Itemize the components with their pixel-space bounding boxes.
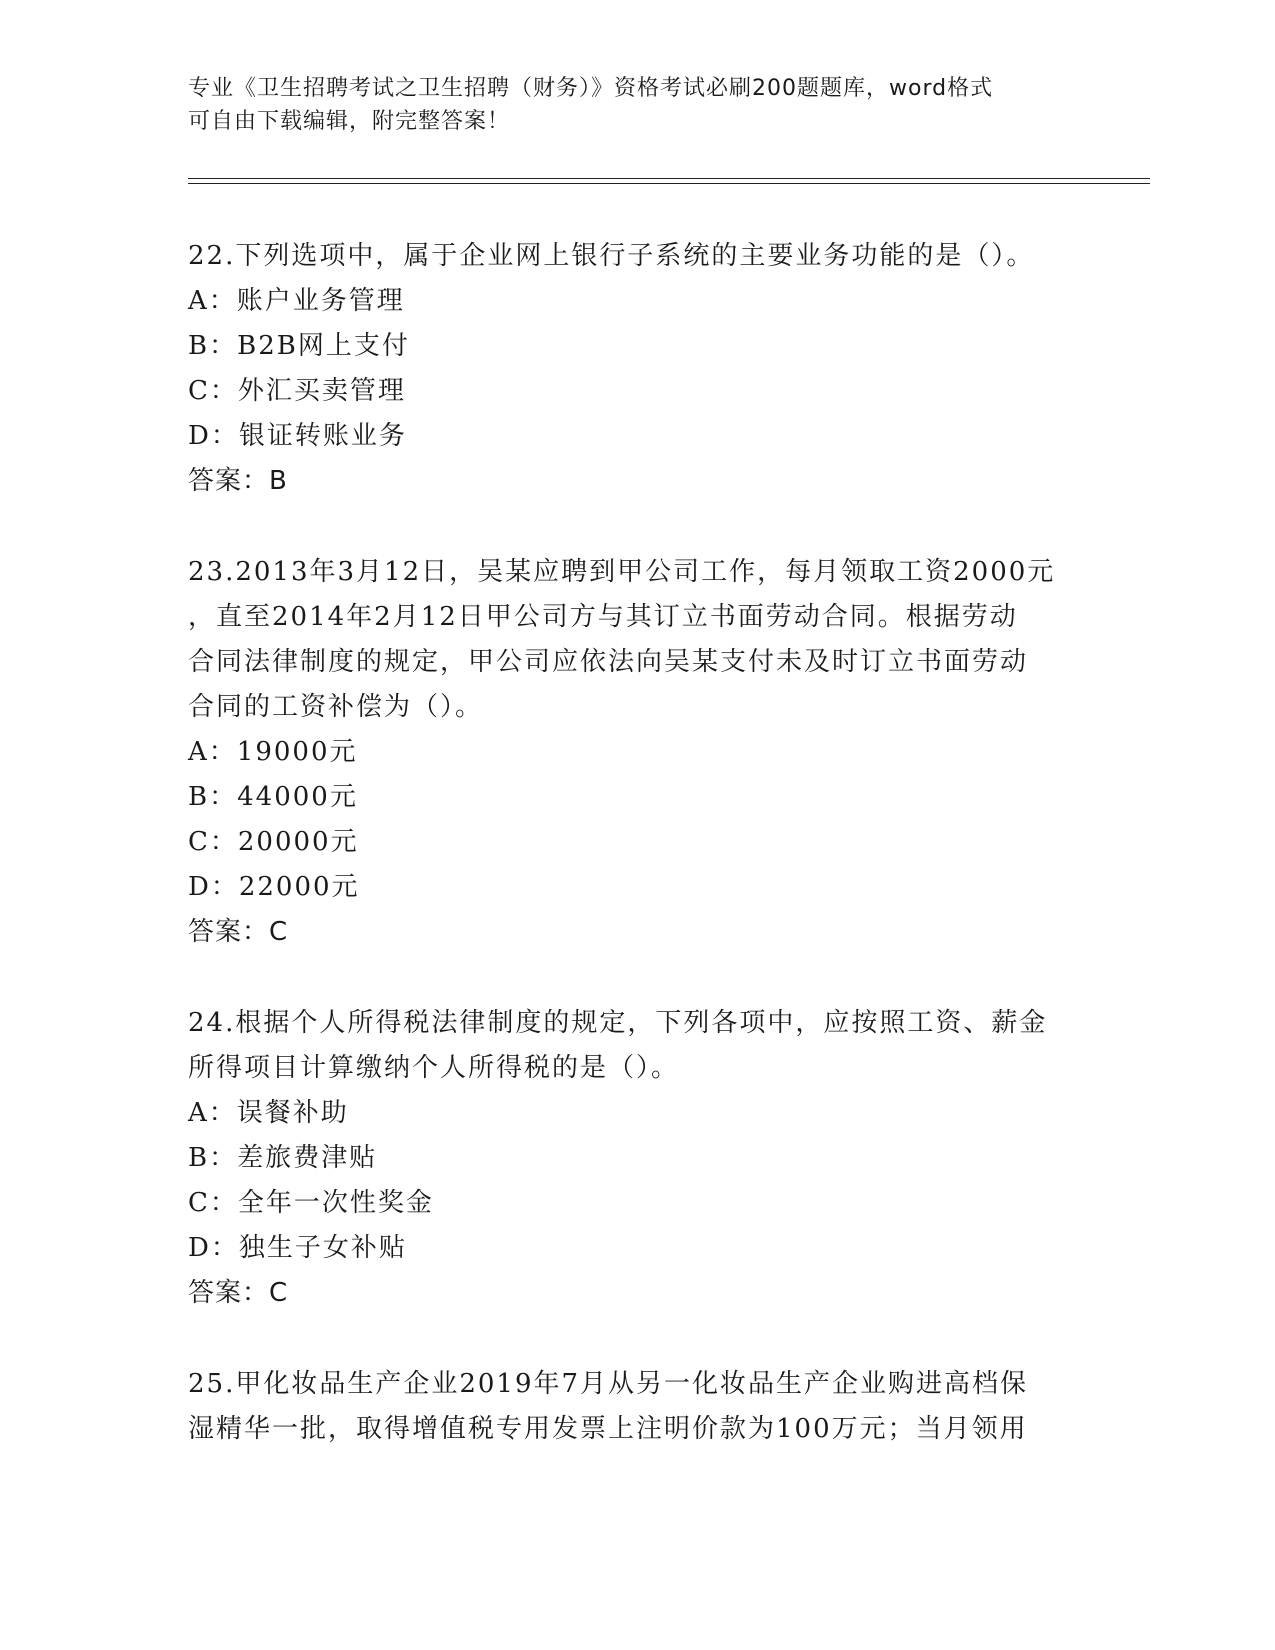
option-c: C：外汇买卖管理 [188,376,406,406]
question-text: 合同的工资补偿为（）。 [188,692,484,722]
answer: 答案：C [188,1278,289,1308]
option-a: A：账户业务管理 [188,286,405,316]
option-d: D：22000元 [188,872,360,902]
question-23 [188,550,1088,955]
question-text: 合同法律制度的规定，甲公司应依法向吴某支付未及时订立书面劳动 [188,647,1029,677]
option-a: A：19000元 [188,737,358,767]
question-text: 22.下列选项中，属于企业网上银行子系统的主要业务功能的是（）。 [188,241,1035,271]
header-divider-top [188,178,1150,179]
option-b: B：差旅费津贴 [188,1143,378,1173]
question-text: 湿精华一批，取得增值税专用发票上注明价款为100万元；当月领用 [188,1414,1028,1444]
option-b: B：44000元 [188,782,358,812]
question-25 [188,1362,1088,1452]
question-24 [188,1001,1088,1316]
header-line-1: 专业《卫生招聘考试之卫生招聘（财务）》资格考试必刷200题题库，word格式 [188,76,994,101]
answer: 答案：C [188,917,289,947]
question-text: 25.甲化妆品生产企业2019年7月从另一化妆品生产企业购进高档保 [188,1369,1029,1399]
header-divider-bottom [188,183,1150,184]
header-line-2: 可自由下载编辑，附完整答案！ [188,109,511,134]
question-text: 24.根据个人所得税法律制度的规定，下列各项中，应按照工资、薪金 [188,1008,1048,1038]
option-a: A：误餐补助 [188,1098,349,1128]
option-d: D：独生子女补贴 [188,1233,407,1263]
question-text: 23.2013年3月12日，吴某应聘到甲公司工作，每月领取工资2000元 [188,557,1056,587]
option-b: B：B2B网上支付 [188,331,410,361]
answer: 答案：B [188,466,288,496]
question-22 [188,234,1088,504]
question-text: ，直至2014年2月12日甲公司方与其订立书面劳动合同。根据劳动 [188,602,1018,632]
option-c: C：20000元 [188,827,359,857]
question-list [188,234,1088,1498]
option-d: D：银证转账业务 [188,421,407,451]
question-text: 所得项目计算缴纳个人所得税的是（）。 [188,1053,680,1083]
document-header [188,72,1068,138]
option-c: C：全年一次性奖金 [188,1188,434,1218]
